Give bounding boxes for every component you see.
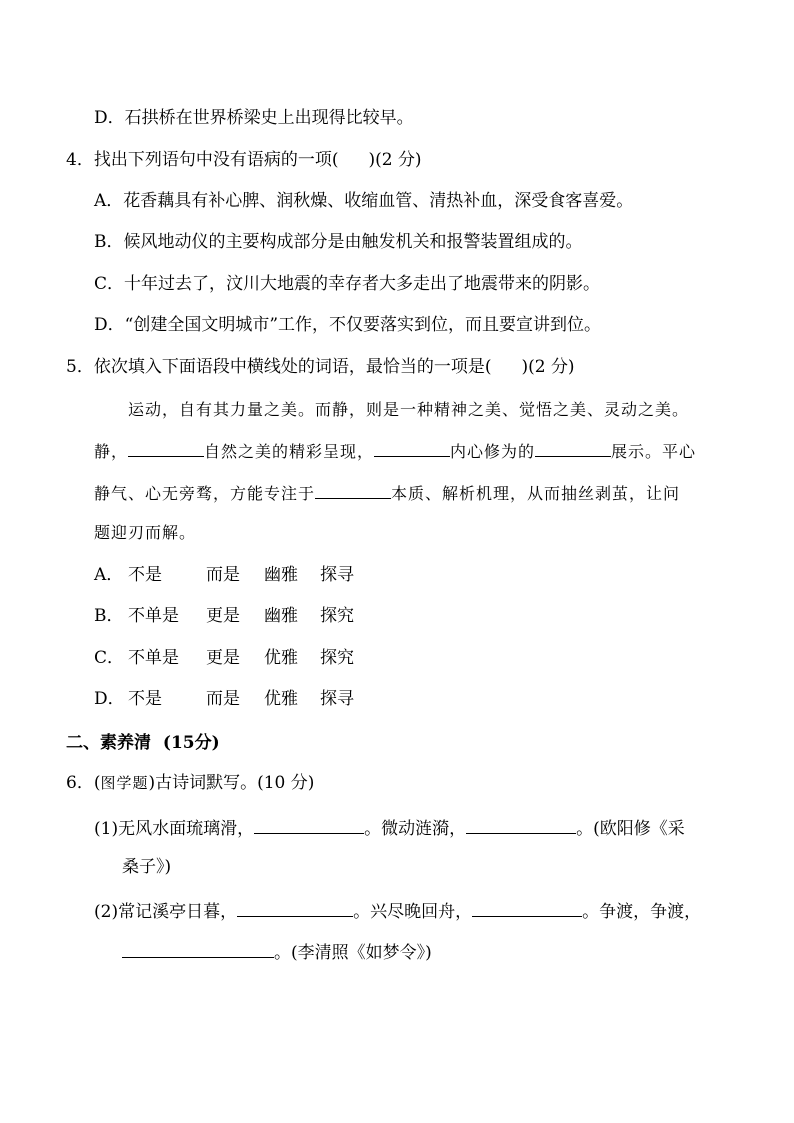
q6-blank-1[interactable] (254, 815, 364, 834)
q5-blank-1[interactable] (128, 438, 204, 457)
option-word: 不单是 (128, 648, 179, 668)
option-letter: B． (94, 606, 124, 626)
q5-option-d (94, 687, 354, 711)
option-word: 探寻 (320, 689, 354, 709)
q6-text: 。(欧阳修《采 (576, 819, 685, 839)
q6-item-1-cont: 桑子》) (122, 857, 172, 877)
q6-blank-3[interactable] (237, 898, 353, 917)
q6-text: 。争渡，争渡， (582, 902, 702, 922)
q5-stem-score: )(2 分) (521, 357, 575, 377)
section-title: 二、素养清 (66, 733, 151, 753)
q5-passage-text: 静， (94, 442, 129, 461)
section-score: (15分) (162, 733, 220, 753)
q6-blank-2[interactable] (466, 815, 576, 834)
q5-passage-line-3 (94, 480, 680, 506)
q5-stem (66, 355, 575, 379)
option-word: 不单是 (128, 606, 179, 626)
option-word: 不是 (128, 689, 162, 709)
q4-stem (66, 148, 422, 172)
option-word: 更是 (206, 606, 240, 626)
q6-text: (2)常记溪亭日暮， (94, 902, 238, 922)
q5-passage-text: 展示。平心 (611, 442, 697, 461)
q5-passage-line-1: 运动，自有其力量之美。而静，则是一种精神之美、觉悟之美、灵动之美。 (128, 400, 690, 419)
q6-blank-5[interactable] (122, 939, 274, 958)
q5-option-c (94, 646, 354, 670)
q5-passage-line-2 (94, 438, 696, 464)
q5-passage-text: 本质、解析机理，从而抽丝剥茧，让问 (391, 484, 681, 503)
q6-text: 。微动涟漪， (364, 819, 467, 839)
option-letter: C． (94, 648, 125, 668)
q6-stem (66, 771, 314, 795)
option-word: 探究 (320, 648, 354, 668)
q6-number: 6．( (66, 773, 101, 793)
option-word: 而是 (206, 565, 240, 585)
q5-passage-line-4: 题迎刃而解。 (94, 523, 197, 542)
q6-text: 。兴尽晚回舟， (353, 902, 473, 922)
q4-stem-score: )(2 分) (368, 150, 422, 170)
q6-tag: 图学题 (100, 774, 149, 792)
option-word: 而是 (206, 689, 240, 709)
q5-stem-text: 5．依次填入下面语段中横线处的词语，最恰当的一项是( (66, 357, 492, 377)
q5-blank-3[interactable] (535, 438, 611, 457)
q6-blank-4[interactable] (472, 898, 582, 917)
q6-text: 。(李清照《如梦令》) (274, 943, 432, 963)
q5-option-a (94, 563, 354, 587)
option-word: 优雅 (264, 689, 298, 709)
q4-option-c: C．十年过去了，汶川大地震的幸存者大多走出了地震带来的阴影。 (94, 274, 601, 294)
q5-blank-4[interactable] (315, 480, 391, 499)
option-letter: D． (94, 689, 125, 709)
section-2-heading (66, 731, 220, 755)
q6-stem-text: )古诗词默写。(10 分) (148, 773, 315, 793)
q4-option-d: D．“创建全国文明城市”工作，不仅要落实到位，而且要宣讲到位。 (94, 315, 602, 335)
q6-text: (1)无风水面琉璃滑， (94, 819, 255, 839)
option-word: 幽雅 (264, 606, 298, 626)
q5-blank-2[interactable] (374, 438, 450, 457)
option-word: 幽雅 (264, 565, 298, 585)
q5-option-b (94, 604, 354, 628)
q5-passage-text: 静气、心无旁骛，方能专注于 (94, 484, 316, 503)
q6-item-2 (94, 898, 701, 924)
q5-passage-text: 内心修为的 (450, 442, 536, 461)
q6-item-2-cont (122, 939, 432, 965)
option-word: 不是 (128, 565, 162, 585)
option-word: 探究 (320, 606, 354, 626)
option-word: 探寻 (320, 565, 354, 585)
q4-option-a: A．花香藕具有补心脾、润秋燥、收缩血管、清热补血，深受食客喜爱。 (94, 191, 634, 211)
q3-option-d: D．石拱桥在世界桥梁史上出现得比较早。 (94, 108, 414, 128)
q4-stem-text: 4．找出下列语句中没有语病的一项( (66, 150, 339, 170)
option-letter: A． (94, 565, 124, 585)
q4-option-b: B．候风地动仪的主要构成部分是由触发机关和报警装置组成的。 (94, 232, 583, 252)
option-word: 优雅 (264, 648, 298, 668)
option-word: 更是 (206, 648, 240, 668)
q6-item-1 (94, 815, 685, 841)
q5-passage-text: 自然之美的精彩呈现， (204, 442, 375, 461)
